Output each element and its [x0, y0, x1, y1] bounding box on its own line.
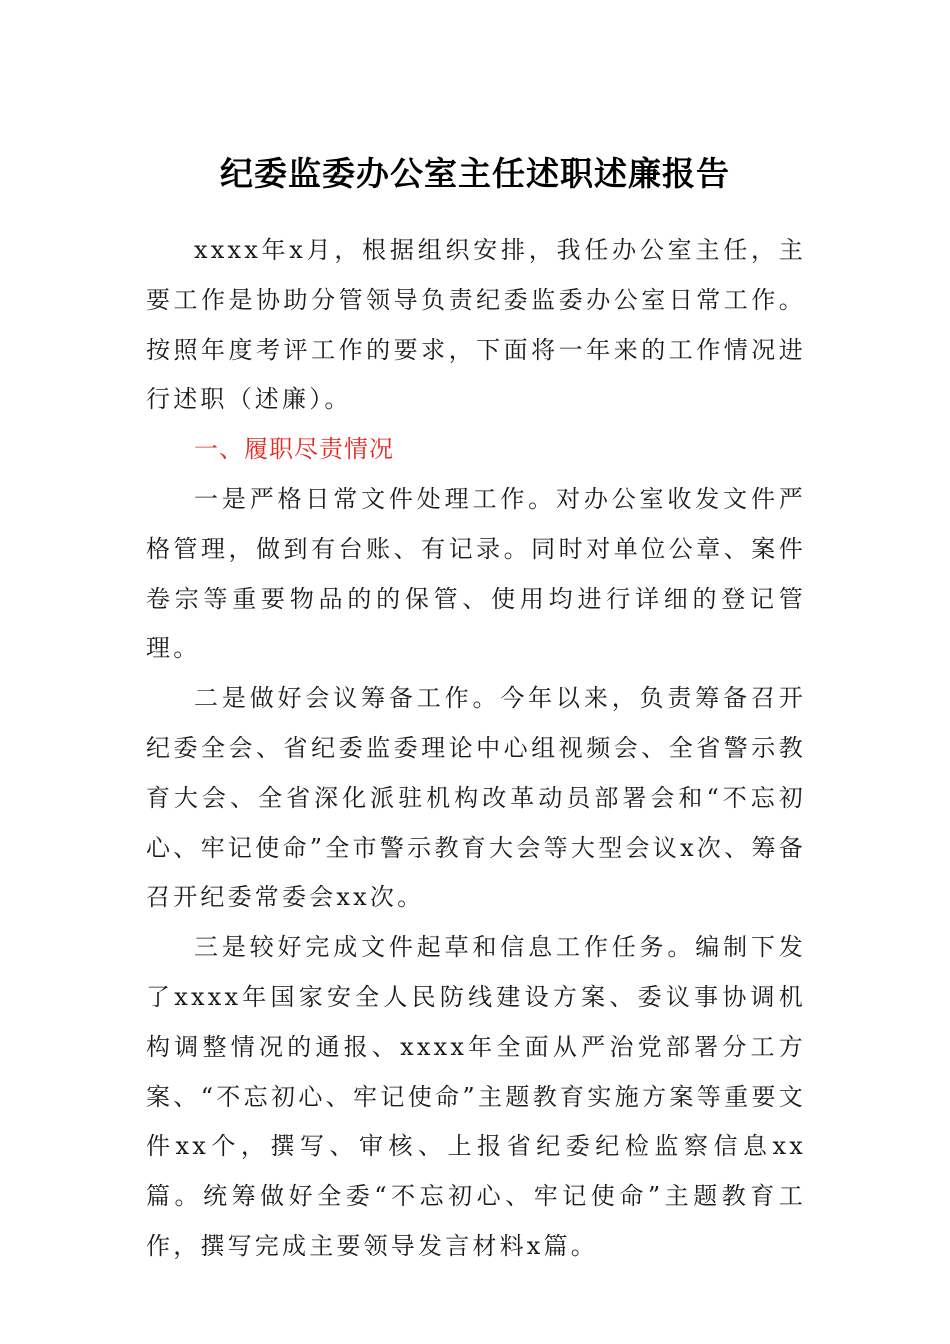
document-title: 纪委监委办公室主任述职述廉报告: [220, 154, 730, 193]
body-paragraph-1: 一是严格日常文件处理工作。对办公室收发文件严格管理，做到有台账、有记录。同时对单位公章、案件卷宗等重要物品的的保管、使用均进行详细的登记管理。: [146, 484, 806, 663]
intro-paragraph: xxxx年x月，根据组织安排，我任办公室主任，主要工作是协助分管领导负责纪委监委办公室日常工作。按照年度考评工作的要求，下面将一年来的工作情况进行述职（述廉）。: [146, 236, 806, 414]
document-body: [146, 226, 806, 1272]
body-paragraph-3: 三是较好完成文件起草和信息工作任务。编制下发了xxxx年国家安全人民防线建设方案、委议事协调机构调整情况的通报、xxxx年全面从严治党部署分工方案、“不忘初心、牢记使命”主题教育实施方案等重要文件xx个，撰写、审核、上报省纪委纪检监察信息xx篇。统筹做好全委“不忘初心、牢记使命”主题教育工作，撰写完成主要领导发言材料x篇。: [146, 933, 806, 1260]
body-paragraph-2: 二是做好会议筹备工作。今年以来，负责筹备召开纪委全会、省纪委监委理论中心组视频会、全省警示教育大会、全省深化派驻机构改革动员部署会和“不忘初心、牢记使命”全市警示教育大会等大型会议x次、筹备召开纪委常委会xx次。: [146, 684, 806, 912]
section-heading: 一、履职尽责情况: [194, 435, 394, 464]
